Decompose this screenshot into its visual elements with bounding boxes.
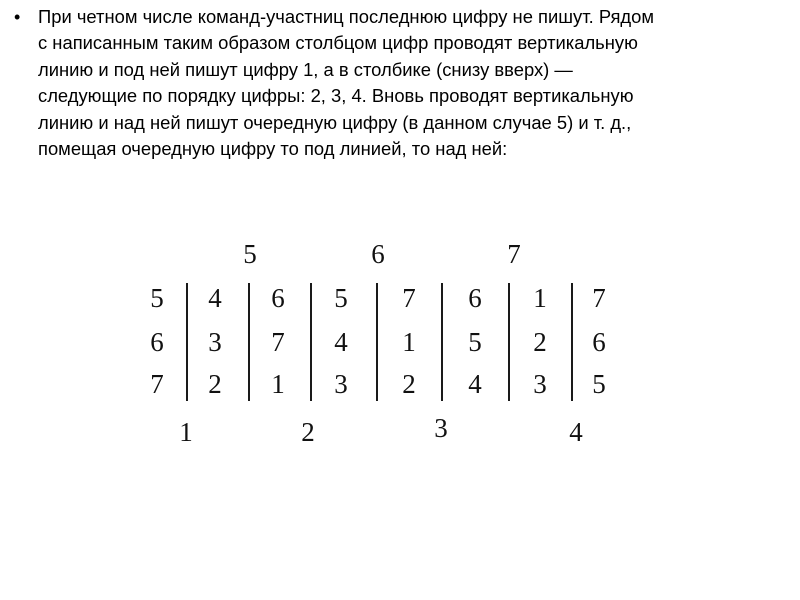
- digit-cell: 5: [334, 283, 348, 313]
- digit-cell: 4: [208, 283, 222, 313]
- paragraph-line: При четном числе команд-участниц последнюю цифру не пишут. Рядом: [38, 6, 655, 27]
- digit-cell: 3: [533, 369, 547, 399]
- digit-cell: 7: [271, 327, 285, 357]
- digit-cell: 2: [533, 327, 547, 357]
- digit-cell: 2: [402, 369, 416, 399]
- separator-line: [376, 283, 378, 401]
- digit-cell: 6: [271, 283, 285, 313]
- bottom-label: 3: [434, 413, 448, 443]
- digit-cell: 6: [592, 327, 606, 357]
- paragraph-line: линию и под ней пишут цифру 1, а в столбике (снизу вверх) —: [38, 58, 573, 80]
- separator-line: [186, 283, 188, 401]
- top-label: 6: [371, 239, 385, 269]
- digit-cell: 5: [468, 327, 482, 357]
- digit-cell: 6: [150, 327, 164, 357]
- digit-cell: 4: [468, 369, 482, 399]
- separator-line: [310, 283, 312, 401]
- digit-cell: 3: [334, 369, 348, 399]
- top-label: 5: [243, 239, 257, 269]
- bottom-label: 4: [569, 417, 583, 447]
- separator-line: [441, 283, 443, 401]
- digit-cell: 7: [592, 283, 606, 313]
- digit-cell: 7: [402, 283, 416, 313]
- paragraph-line: следующие по порядку цифры: 2, 3, 4. Вновь проводят вертикальную: [38, 85, 634, 107]
- separator-line: [248, 283, 250, 401]
- bullet-marker: •: [14, 7, 21, 27]
- paragraph-line: помещая очередную цифру то под линией, то над ней:: [38, 138, 508, 160]
- digit-cell: 5: [150, 283, 164, 313]
- paragraph-line: с написанным таким образом столбцом цифр проводят вертикальную: [38, 32, 638, 54]
- bottom-label: 1: [179, 417, 193, 447]
- digit-cell: 5: [592, 369, 606, 399]
- top-label: 7: [507, 239, 521, 269]
- separator-line: [571, 283, 573, 401]
- digit-cell: 1: [533, 283, 547, 313]
- digit-cell: 1: [271, 369, 285, 399]
- digit-cell: 4: [334, 327, 348, 357]
- digit-cell: 3: [208, 327, 222, 357]
- separator-line: [508, 283, 510, 401]
- digit-cell: 1: [402, 327, 416, 357]
- digit-cell: 7: [150, 369, 164, 399]
- bottom-label: 2: [301, 417, 315, 447]
- digit-cell: 2: [208, 369, 222, 399]
- digit-cell: 6: [468, 283, 482, 313]
- paragraph-line: линию и над ней пишут очередную цифру (в данном случае 5) и т. д.,: [38, 111, 632, 133]
